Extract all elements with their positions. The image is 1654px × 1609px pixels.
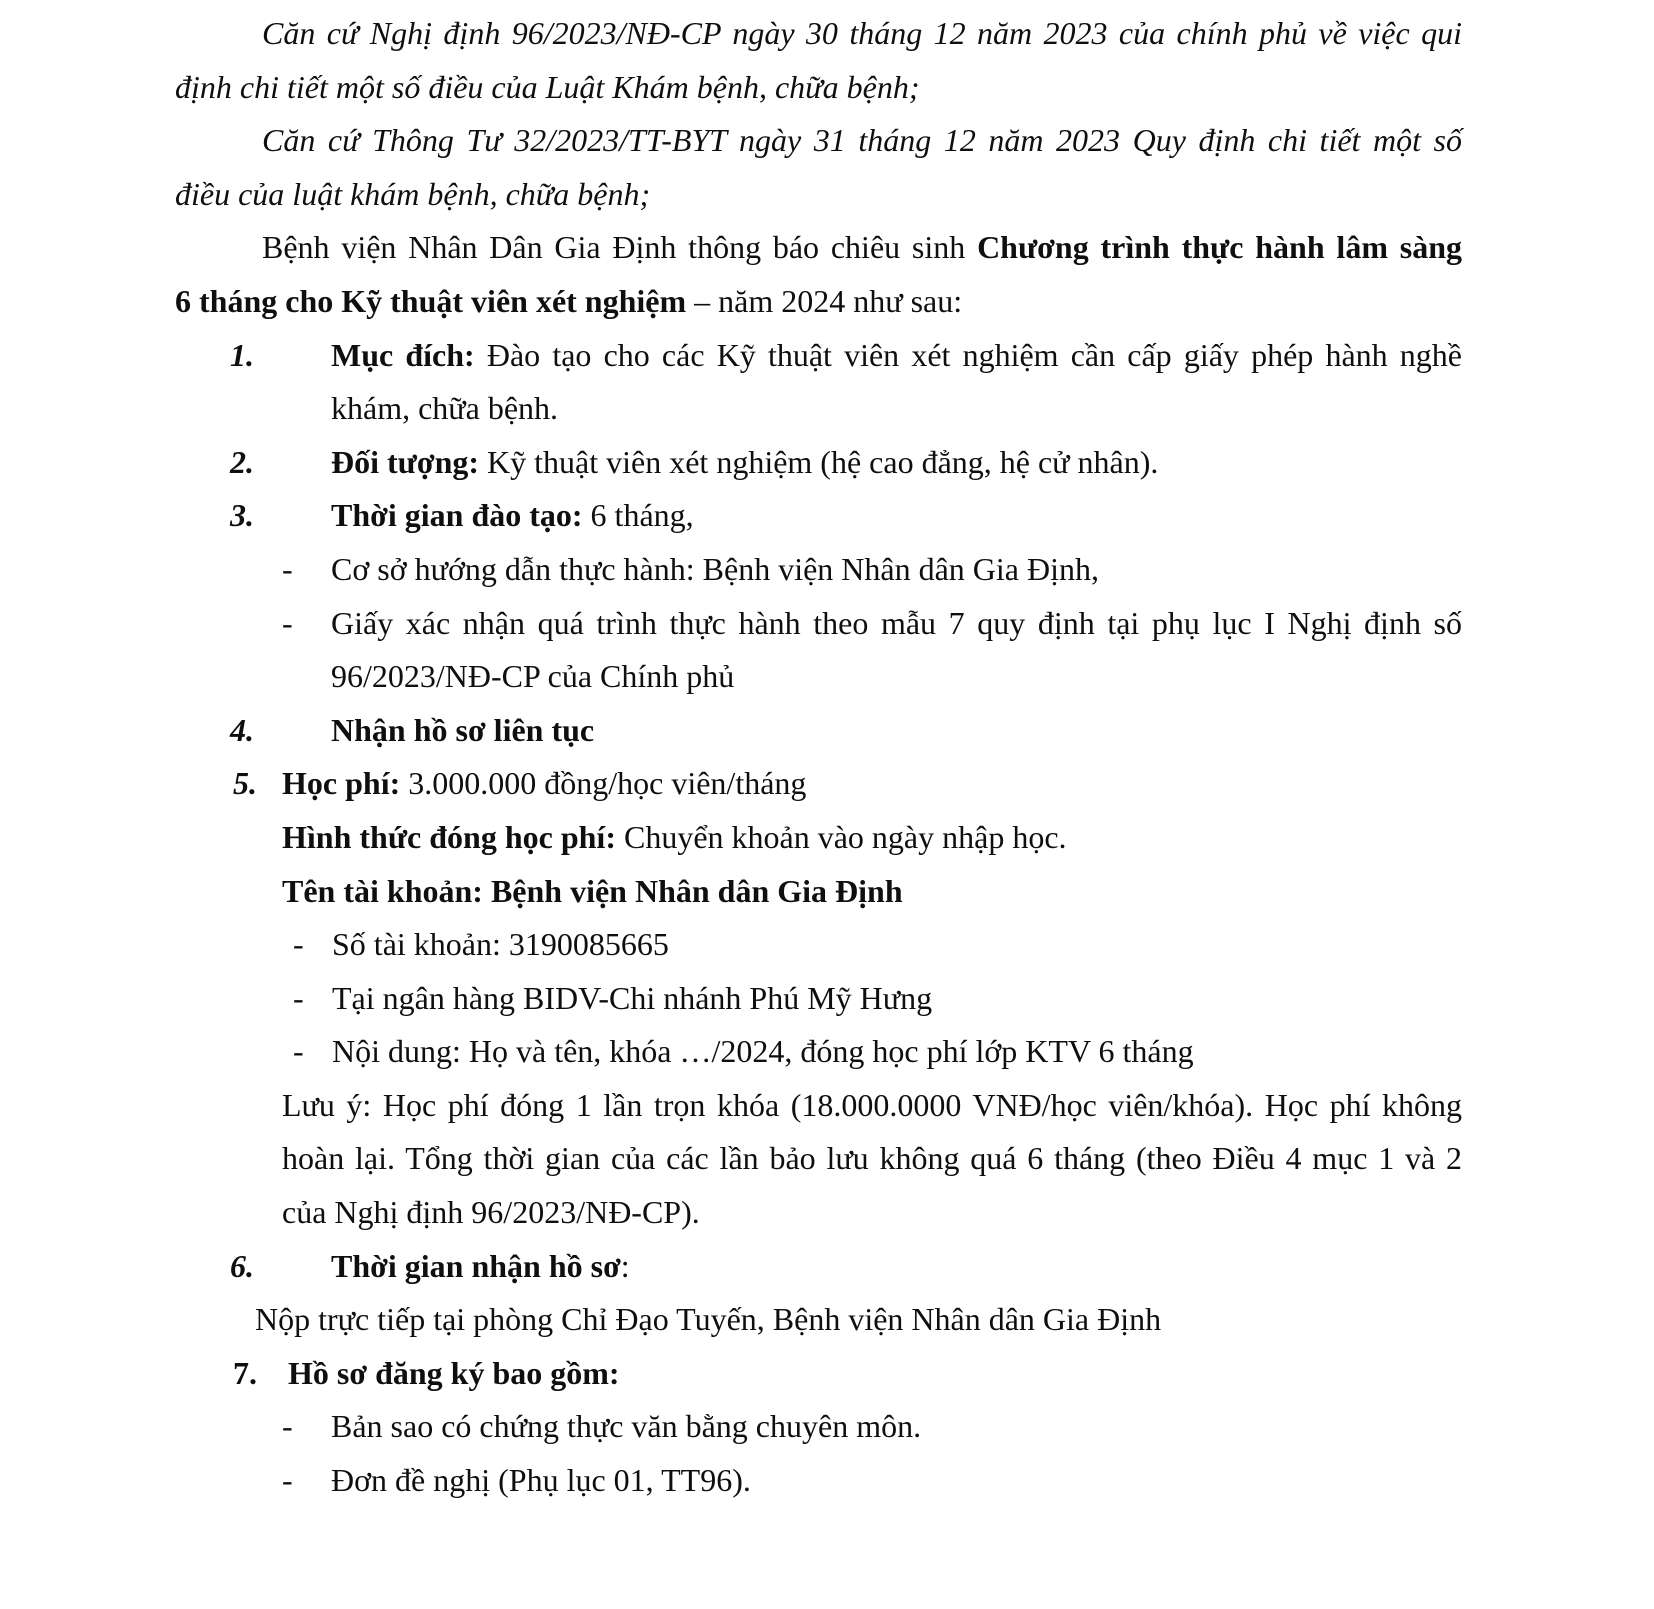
text-run: Chương trình thực hành lâm sàng	[977, 229, 1463, 266]
doc-line	[233, 757, 1462, 811]
dash-bullet: -	[293, 979, 304, 1016]
text-run: Nộp trực tiếp tại phòng Chỉ Đạo Tuyến, Bệnh viện Nhân dân Gia Định	[255, 1301, 1162, 1338]
doc-line	[282, 1132, 1462, 1186]
text-run: Đơn đề nghị (Phụ lục 01, TT96).	[331, 1462, 751, 1499]
dash-bullet: -	[282, 604, 293, 641]
list-number: 4.	[230, 711, 254, 748]
doc-line	[230, 704, 1462, 758]
doc-line	[282, 1186, 1462, 1240]
text-run: Tên tài khoản: Bệnh viện Nhân dân Gia Định	[282, 872, 903, 909]
dash-bullet: -	[293, 926, 304, 963]
text-run: Tại ngân hàng BIDV-Chi nhánh Phú Mỹ Hưng	[332, 979, 933, 1016]
doc-line	[230, 489, 1462, 543]
dash-bullet: -	[282, 550, 293, 587]
doc-line	[230, 1240, 1462, 1294]
list-number: 2.	[230, 443, 254, 480]
doc-line	[282, 865, 1462, 919]
text-run: 3.000.000 đồng/học viên/tháng	[400, 765, 807, 802]
doc-line	[282, 811, 1462, 865]
text-run: – năm 2024 như sau:	[686, 282, 963, 319]
doc-line	[262, 7, 1462, 61]
list-number: 1.	[230, 336, 254, 373]
dash-bullet: -	[282, 1408, 293, 1445]
text-run: Bản sao có chứng thực văn bằng chuyên môn.	[331, 1408, 922, 1445]
text-run: khám, chữa bệnh.	[331, 390, 559, 427]
doc-line	[233, 1347, 1462, 1401]
doc-line	[230, 436, 1462, 490]
text-run: của Nghị định 96/2023/NĐ-CP).	[282, 1194, 700, 1231]
doc-line	[262, 114, 1462, 168]
list-number: 7.	[233, 1354, 257, 1391]
text-run: Hình thức đóng học phí:	[282, 818, 616, 855]
doc-line	[175, 168, 1462, 222]
text-run: Kỹ thuật viên xét nghiệm (hệ cao đẳng, hệ cử nhân).	[479, 443, 1159, 480]
text-run: Đào tạo cho các Kỹ thuật viên xét nghiệm cần cấp giấy phép hành nghề	[474, 336, 1463, 373]
text-run: 6 tháng cho Kỹ thuật viên xét nghiệm	[175, 282, 687, 319]
doc-line	[282, 597, 1462, 651]
list-number: 5.	[233, 765, 257, 802]
doc-line	[331, 650, 1462, 704]
text-run: Thời gian đào tạo:	[331, 497, 583, 534]
doc-line	[293, 918, 1462, 972]
text-run: Thời gian nhận hồ sơ	[331, 1247, 621, 1284]
list-number: 3.	[230, 497, 254, 534]
text-run: Căn cứ Nghị định 96/2023/NĐ-CP ngày 30 tháng 12 năm 2023 của chính phủ về việc qui	[262, 15, 1462, 51]
doc-line	[293, 1025, 1462, 1079]
doc-line	[175, 61, 1462, 115]
text-run: định chi tiết một số điều của Luật Khám bệnh, chữa bệnh;	[175, 68, 920, 105]
text-run: Số tài khoản: 3190085665	[332, 926, 669, 963]
text-run: 96/2023/NĐ-CP của Chính phủ	[331, 658, 735, 695]
text-run: điều của luật khám bệnh, chữa bệnh;	[175, 175, 651, 212]
doc-line	[331, 382, 1462, 436]
list-number: 6.	[230, 1247, 254, 1284]
doc-line	[282, 1079, 1462, 1133]
doc-line	[293, 972, 1462, 1026]
text-run: Hồ sơ đăng ký bao gồm:	[288, 1354, 620, 1391]
text-run: Đối tượng:	[331, 443, 480, 480]
doc-line	[262, 221, 1462, 275]
text-run: Chuyển khoản vào ngày nhập học.	[615, 818, 1067, 855]
text-run: Học phí:	[282, 765, 401, 802]
doc-line	[255, 1293, 1462, 1347]
text-run: 6 tháng,	[582, 497, 694, 534]
doc-line	[282, 543, 1462, 597]
text-run: Cơ sở hướng dẫn thực hành: Bệnh viện Nhân dân Gia Định,	[331, 550, 1099, 587]
text-run: Nhận hồ sơ liên tục	[331, 711, 595, 748]
doc-line	[175, 275, 1462, 329]
text-run: Giấy xác nhận quá trình thực hành theo mẫu 7 quy định tại phụ lục I Nghị định số	[331, 604, 1462, 641]
text-run: Bệnh viện Nhân Dân Gia Định thông báo chiêu sinh	[262, 229, 978, 266]
dash-bullet: -	[293, 1033, 304, 1070]
text-run: :	[620, 1247, 630, 1284]
doc-line	[282, 1454, 1462, 1508]
text-run: Lưu ý: Học phí đóng 1 lần trọn khóa (18.000.0000 VNĐ/học viên/khóa). Học phí không	[282, 1086, 1462, 1123]
text-run: hoàn lại. Tổng thời gian của các lần bảo lưu không quá 6 tháng (theo Điều 4 mục 1 và 2	[282, 1140, 1462, 1177]
doc-line	[282, 1400, 1462, 1454]
text-run: Căn cứ Thông Tư 32/2023/TT-BYT ngày 31 tháng 12 năm 2023 Quy định chi tiết một số	[262, 122, 1462, 159]
doc-line	[230, 329, 1462, 383]
text-run: Mục đích:	[331, 336, 475, 373]
dash-bullet: -	[282, 1462, 293, 1499]
text-run: Nội dung: Họ và tên, khóa …/2024, đóng học phí lớp KTV 6 tháng	[332, 1033, 1194, 1070]
